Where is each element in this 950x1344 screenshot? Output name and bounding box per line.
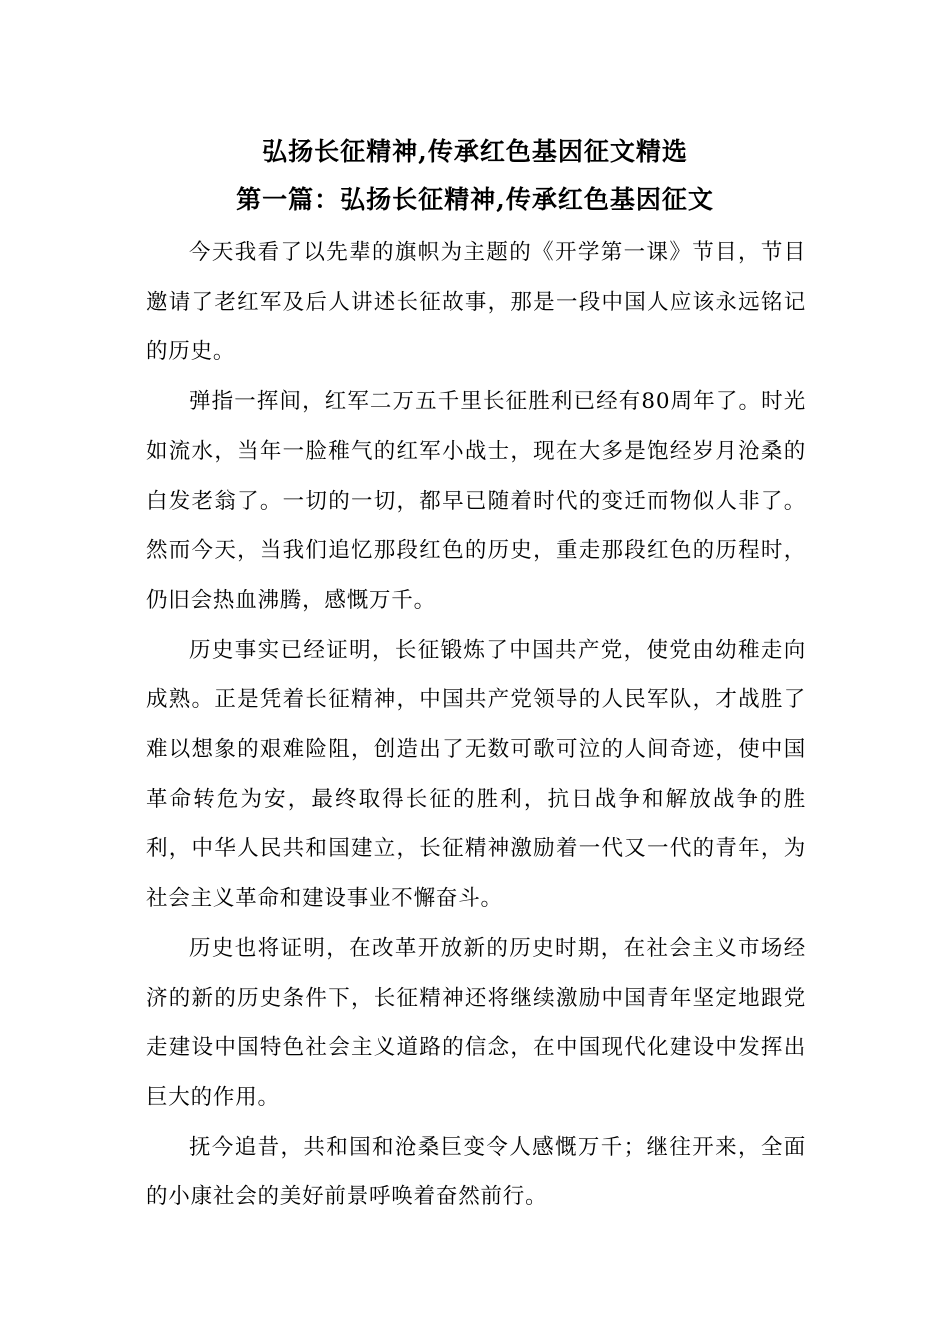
document-subtitle: 第一篇：弘扬长征精神,传承红色基因征文 [236,185,714,214]
paragraph-1: 今天我看了以先辈的旗帜为主题的《开学第一课》节目，节目邀请了老红军及后人讲述长征故事，那是一段中国人应该永远铭记的历史。 [146,240,806,365]
paragraph-4: 历史也将证明，在改革开放新的历史时期，在社会主义市场经济的新的历史条件下，长征精神还将继续激励中国青年坚定地跟党走建设中国特色社会主义道路的信念，在中国现代化建设中发挥出巨大的作用。 [146,935,806,1110]
paragraph-3: 历史事实已经证明，长征锻炼了中国共产党，使党由幼稚走向成熟。正是凭着长征精神，中国共产党领导的人民军队，才战胜了难以想象的艰难险阻，创造出了无数可歌可泣的人间奇迹，使中国革命转危为安，最终取得长征的胜利，抗日战争和解放战争的胜利，中华人民共和国建立，长征精神激励着一代又一代的青年，为社会主义革命和建设事业不懈奋斗。 [146,637,806,912]
document-body [146,228,806,1222]
paragraph-5: 抚今追昔，共和国和沧桑巨变令人感慨万千；继往开来，全面的小康社会的美好前景呼唤着奋然前行。 [146,1134,806,1210]
document-title: 弘扬长征精神,传承红色基因征文精选 [262,137,688,166]
paragraph-2: 弹指一挥间，红军二万五千里长征胜利已经有80周年了。时光如流水，当年一脸稚气的红军小战士，现在大多是饱经岁月沧桑的白发老翁了。一切的一切，都早已随着时代的变迁而物似人非了。然而今天，当我们追忆那段红色的历史，重走那段红色的历程时，仍旧会热血沸腾，感慨万千。 [146,389,806,613]
